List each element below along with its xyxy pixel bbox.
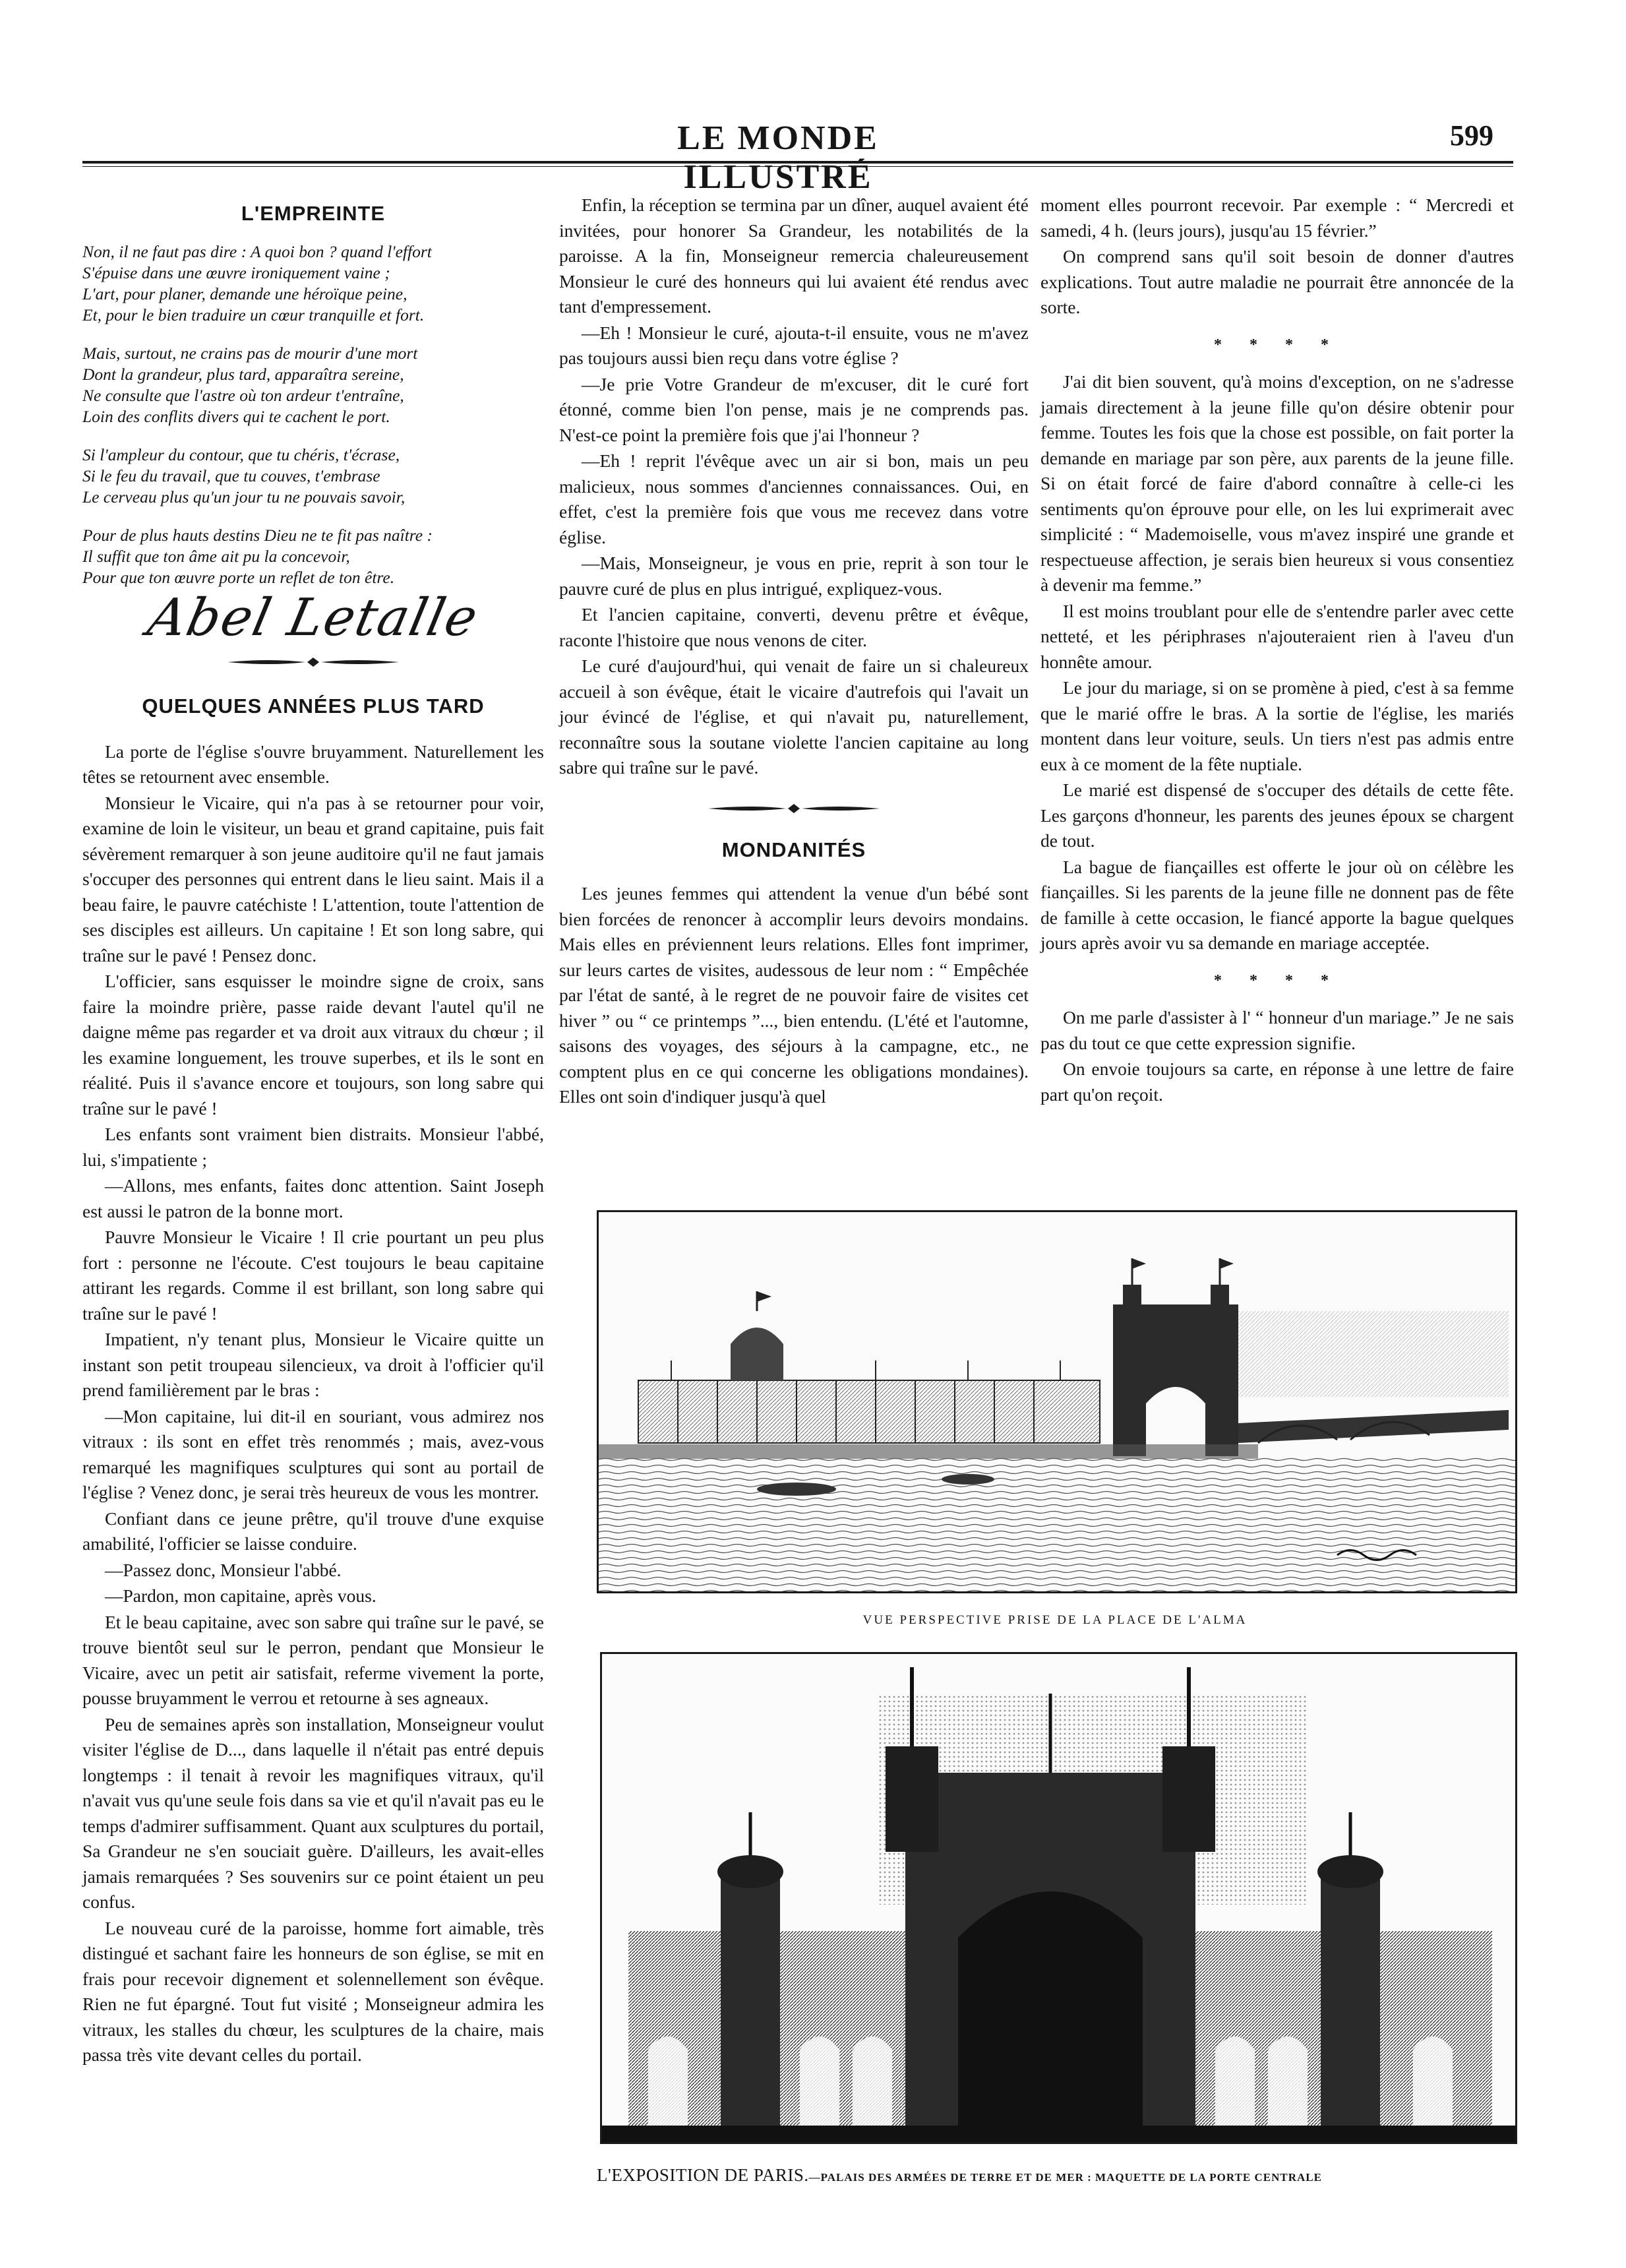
mondanites-text-col3-a	[1040, 193, 1514, 321]
paragraph: Et l'ancien capitaine, converti, devenu prêtre et évêque, raconte l'histoire que nous venons de citer.	[559, 604, 1029, 650]
poem-stanza	[82, 444, 544, 508]
paragraph: —Pardon, mon capitaine, après vous.	[105, 1585, 376, 1606]
poem-line: S'épuise dans une œuvre ironiquement vaine ;	[82, 262, 390, 282]
poem-stanza	[82, 241, 544, 326]
poem-line: Ne consulte que l'astre où ton ardeur t'entraîne,	[82, 385, 404, 405]
poem-title: L'EMPREINTE	[241, 202, 386, 225]
paragraph: moment elles pourront recevoir. Par exemple : “ Mercredi et samedi, 4 h. (leurs jours), jusqu'au 15 février.”	[1040, 195, 1514, 241]
paragraph: Impatient, n'y tenant plus, Monsieur le Vicaire quitte un instant son petit troupeau silencieux, va droit à l'officier qu'il prend familièrement par le bras :	[82, 1329, 544, 1400]
section-stars: * * * *	[1214, 336, 1340, 353]
paragraph: Les enfants sont vraiment bien distraits. Monsieur l'abbé, lui, s'impatiente ;	[82, 1124, 544, 1170]
poem-line: Pour de plus hauts destins Dieu ne te fit pas naître :	[82, 525, 433, 545]
paragraph: On envoie toujours sa carte, en réponse à une lettre de faire part qu'on reçoit.	[1040, 1058, 1514, 1105]
paragraph: J'ai dit bien souvent, qu'à moins d'exception, on ne s'adresse jamais directement à la jeune fille qu'on désire obtenir pour femme. Toutes les fois que la chose est possible, on fait porter la demande en mariage par son père, aux parents de la jeune fille. Si on était forcé de faire d'abord connaître à celle-ci les sentiments qu'on éprouve pour elle, on les lui exprimerait avec simplicité : “ Mademoiselle, vous m'avez inspiré une grande et respectueuse affection, je serais bien heureux si vous consentiez à devenir ma femme.”	[1040, 371, 1514, 595]
paragraph: Le curé d'aujourd'hui, qui venait de faire un si chaleureux accueil à son évêque, était le vicaire d'autrefois qui l'avait un jour évincé de l'église, et qui n'avait pu, naturellement, reconnaître sous la soutane violette l'ancien capitaine au long sabre qui traîne sur le pavé.	[559, 656, 1029, 778]
paragraph: Enfin, la réception se termina par un dîner, auquel avaient été invitées, pour honorer Sa Grandeur, les notabilités de la paroisse. A la fin, Monseigneur remercia chaleureusement Monsieur le curé des honneurs qui lui avaient été rendus avec tant d'empressement.	[559, 195, 1029, 317]
caption-exposition	[597, 2165, 1520, 2186]
paragraph: Il est moins troublant pour elle de s'entendre parler avec cette netteté, et les périphrases n'ajouteraient rien à l'aveu d'un honnête amour.	[1040, 600, 1514, 672]
engraving-palace-river	[599, 1212, 1515, 1591]
poem-line: Il suffit que ton âme ait pu la concevoir,	[82, 546, 350, 566]
poem-line: Non, il ne faut pas dire : A quoi bon ? quand l'effort	[82, 241, 432, 261]
caption-exposition-main: L'EXPOSITION DE PARIS.	[597, 2165, 809, 2185]
ornament-divider	[559, 803, 1029, 814]
mondanites-title: MONDANITÉS	[721, 838, 866, 861]
masthead-title: LE MONDE ILLUSTRÉ	[677, 119, 879, 196]
paragraph: Le marié est dispensé de s'occuper des détails de cette fête. Les garçons d'honneur, les parents des jeunes époux se chargent de tout.	[1040, 780, 1514, 851]
poem-stanza	[82, 525, 544, 588]
paragraph: La bague de fiançailles est offerte le jour où on célèbre les fiançailles. Si les parents de la jeune fille ne donnent pas de fête de famille à cette occasion, le fiancé apporte la bague quelques jours après avoir vu sa demande en mariage acceptée.	[1040, 856, 1514, 953]
poem-line: Et, pour le bien traduire un cœur tranquille et fort.	[82, 305, 425, 324]
paragraph: —Mais, Monseigneur, je vous en prie, reprit à son tour le pauvre curé de plus en plus intrigué, expliquez-vous.	[559, 553, 1029, 599]
paragraph: Les jeunes femmes qui attendent la venue d'un bébé sont bien forcées de renoncer à accomplir leurs devoirs mondains. Mais elles en préviennent leurs relations. Elles font imprimer, sur leurs cartes de visites, audessous de leur nom : “ Empêchée par l'état de santé, à le regret de ne pouvoir faire de visites cet hiver ” ou “ ce printemps ”..., bien entendu. (L'été et l'automne, saisons des voyages, des séjours à la campagne, etc., ne comptent plus en ce qui concerne les obligations mondaines). Elles ont soin d'indiquer jusqu'à quel	[559, 883, 1029, 1107]
paragraph: Le nouveau curé de la paroisse, homme fort aimable, très distingué et sachant faire les honneurs de son église, se mit en frais pour recevoir dignement et solennellement son évêque. Rien ne fut épargné. Tout fut visité ; Monseigneur admira les vitraux, les stalles du chœur, les sculptures de la chaire, mais passa très vite devant celles du portail.	[82, 1917, 544, 2065]
engraving-gate-model	[602, 1654, 1515, 2142]
paragraph: —Allons, mes enfants, faites donc attention. Saint Joseph est aussi le patron de la bonne mort.	[82, 1175, 544, 1221]
poem-body	[82, 241, 544, 588]
poem-line: Le cerveau plus qu'un jour tu ne pouvais savoir,	[82, 487, 406, 506]
section-stars: * * * *	[1214, 971, 1340, 989]
poem-line: Pour que ton œuvre porte un reflet de ton être.	[82, 567, 395, 587]
story-title: QUELQUES ANNÉES PLUS TARD	[142, 694, 485, 718]
column-3	[1040, 193, 1514, 1107]
header-rule-thin	[82, 166, 1513, 167]
paragraph: —Je prie Votre Grandeur de m'excuser, dit le curé fort étonné, comme bien l'on pense, mais je ne comprends pas. N'est-ce point la première fois que j'ai l'honneur ?	[559, 373, 1029, 445]
paragraph: On comprend sans qu'il soit besoin de donner d'autres explications. Tout autre maladie ne pourrait être annoncée de la sorte.	[1040, 246, 1514, 317]
paragraph: —Eh ! Monsieur le curé, ajouta-t-il ensuite, vous ne m'avez pas toujours aussi bien reçu dans votre église ?	[559, 322, 1029, 368]
illustration-central-gate	[600, 1652, 1517, 2144]
poem-stanza	[82, 343, 544, 427]
paragraph: Confiant dans ce jeune prêtre, qu'il trouve d'une exquise amabilité, l'officier se laisse conduire.	[82, 1508, 544, 1554]
paragraph: —Eh ! reprit l'évêque avec un air si bon, mais un peu malicieux, nous sommes d'anciennes connaissances. Oui, en effet, c'est la première fois que vous me recevez dans votre église.	[559, 450, 1029, 547]
paragraph: —Mon capitaine, lui dit-il en souriant, vous admirez nos vitraux : ils sont en effet très renommés ; mais, avez-vous remarqué les magnifiques sculptures qui sont au portail de l'église ? Venez donc, je serai très heureux de vous les montrer.	[82, 1405, 544, 1502]
poem-line: Dont la grandeur, plus tard, apparaîtra sereine,	[82, 364, 404, 384]
poem-line: L'art, pour planer, demande une héroïque peine,	[82, 284, 407, 303]
poem-line: Mais, surtout, ne crains pas de mourir d'une mort	[82, 343, 418, 363]
illustration-alma-view	[597, 1210, 1517, 1593]
story-text-col2	[559, 193, 1029, 781]
paragraph: L'officier, sans esquisser le moindre signe de croix, sans faire la moindre prière, passe raide devant l'autel qu'il ne daigne même pas regarder et va droit aux vitraux du chœur ; il les examine longuement, les trouve superbes, et ils le sont en réalité. Puis il s'avance encore et toujours, son long sabre qui traîne sur le pavé !	[82, 971, 544, 1119]
poem-line: Loin des conflits divers qui te cachent le port.	[82, 406, 390, 426]
paragraph: La porte de l'église s'ouvre bruyamment. Naturellement les têtes se retournent avec ensemble.	[82, 741, 544, 787]
paragraph: Et le beau capitaine, avec son sabre qui traîne sur le pavé, se trouve bientôt seul sur le perron, pendant que Monsieur le Vicaire, avec un petit air satisfait, referme vivement la porte, pousse bruyamment le verrou et retourne à ses agneaux.	[82, 1611, 544, 1708]
paragraph: Le jour du mariage, si on se promène à pied, c'est à sa femme que le marié offre le bras. A la sortie de l'église, les mariés montent dans leur voiture, seuls. Un tiers n'est pas admis entre eux à ce moment de la fête nuptiale.	[1040, 677, 1514, 774]
story-text-col1	[82, 739, 544, 2068]
page-number: 599	[1450, 119, 1493, 152]
caption-exposition-sub: —PALAIS DES ARMÉES DE TERRE ET DE MER : MAQUETTE DE LA PORTE CENTRALE	[808, 2171, 1322, 2184]
mondanites-text-col3-c	[1040, 1005, 1514, 1107]
column-2	[559, 193, 1029, 1110]
paragraph: —Passez donc, Monsieur l'abbé.	[105, 1559, 342, 1580]
paragraph: Pauvre Monsieur le Vicaire ! Il crie pourtant un peu plus fort : personne ne l'écoute. C'est toujours le beau capitaine attirant les regards. Comme il est brillant, son long sabre qui traîne sur le pavé !	[82, 1227, 544, 1324]
paragraph: On me parle d'assister à l' “ honneur d'un mariage.” Je ne sais pas du tout ce que cette expression signifie.	[1040, 1007, 1514, 1053]
caption-alma: VUE PERSPECTIVE PRISE DE LA PLACE DE L'ALMA	[862, 1613, 1248, 1627]
poem-line: Si le feu du travail, que tu couves, t'embrase	[82, 466, 380, 485]
poem-line: Si l'ampleur du contour, que tu chéris, t'écrase,	[82, 444, 400, 464]
mondanites-text-col3-b	[1040, 369, 1514, 956]
header-rule	[82, 161, 1513, 164]
mondanites-text-col2	[559, 881, 1029, 1110]
ornament-divider	[82, 657, 544, 667]
paragraph: Monsieur le Vicaire, qui n'a pas à se retourner pour voir, examine de loin le visiteur, un beau et grand capitaine, puis fait sévèrement remarquer à son jeune auditoire qu'il ne faut jamais s'occuper des personnes qui entrent dans le lieu saint. Mais il a beau faire, le pauvre catéchiste ! L'attention, toute l'attention de ses disciples est ailleurs. Un capitaine ! Et son long sabre, qui traîne sur le pavé ! Pensez donc.	[82, 792, 544, 965]
poem-signature: Abel Letalle	[142, 588, 484, 648]
column-1	[82, 201, 544, 2068]
paragraph: Peu de semaines après son installation, Monseigneur voulut visiter l'église de D..., dans laquelle il n'était pas entré depuis longtemps : il tenait à revoir les magnifiques vitraux, qu'il n'avait vus qu'une seule fois dans sa vie et qu'il n'avait pas eu le temps d'admirer suffisamment. Quant aux sculptures du portail, Sa Grandeur ne s'en souciait guère. D'ailleurs, les avait-elles jamais remarquées ? Ses souvenirs sur ce point étaient un peu confus.	[82, 1713, 544, 1912]
